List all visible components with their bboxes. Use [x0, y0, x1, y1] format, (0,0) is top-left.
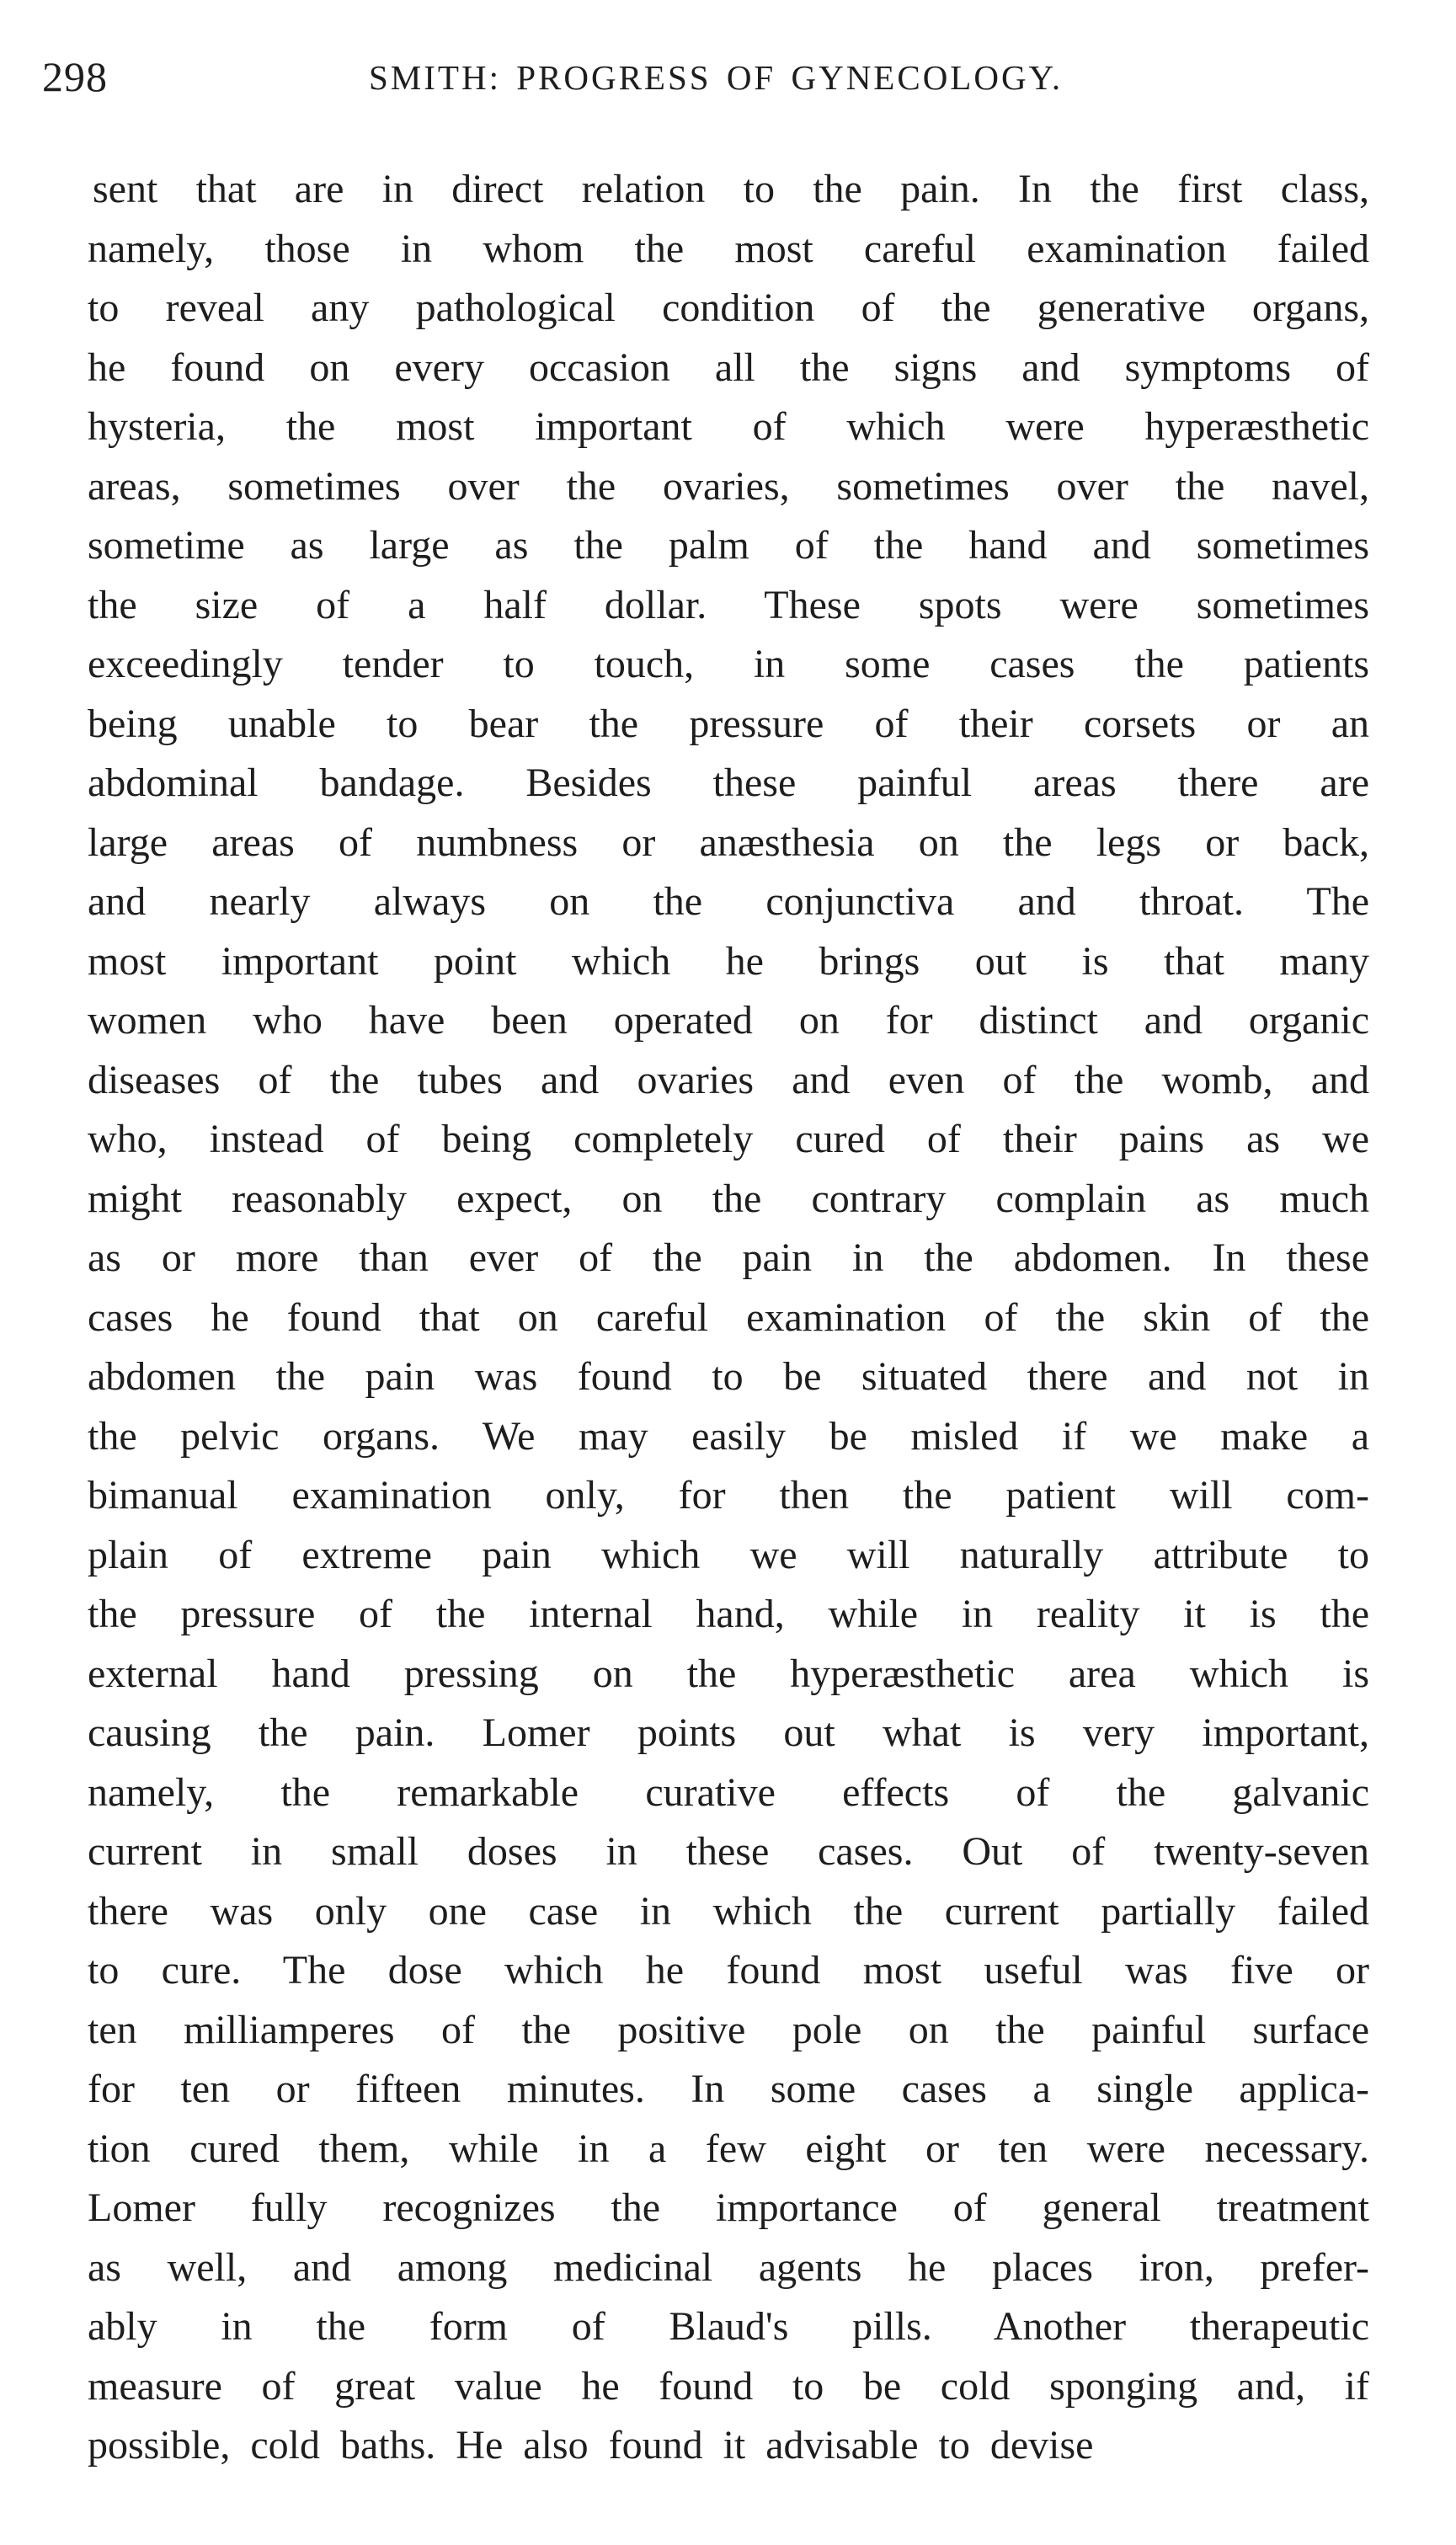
text-line: might reasonably expect, on the contrary complain as much	[88, 1176, 1369, 1221]
text-line: possible, cold baths. He also found it advisable to devise	[88, 2423, 1094, 2468]
text-line: women who have been operated on for distinct and organic	[88, 998, 1369, 1043]
text-line: the pressure of the internal hand, while in reality it is the	[88, 1592, 1369, 1636]
text-line: to cure. The dose which he found most useful was five or	[88, 1948, 1369, 1993]
text-line: namely, the remarkable curative effects of the galvanic	[88, 1769, 1369, 1815]
text-line: areas, sometimes over the ovaries, sometimes over the navel,	[88, 463, 1369, 509]
text-line: Lomer fully recognizes the importance of general treatment	[88, 2185, 1369, 2230]
text-line: to reveal any pathological condition of the generative organs,	[88, 285, 1369, 330]
page-number: 298	[42, 53, 108, 100]
text-line: being unable to bear the pressure of their corsets or an	[88, 701, 1369, 746]
text-line: sent that are in direct relation to the pain. In the first class,	[93, 167, 1369, 211]
text-line: sometime as large as the palm of the hand and sometimes	[88, 523, 1369, 568]
text-line: external hand pressing on the hyperæsthetic area which is	[88, 1651, 1369, 1696]
text-line: the pelvic organs. We may easily be misled if we make a	[88, 1413, 1369, 1459]
text-line: cases he found that on careful examination of the skin of the	[88, 1294, 1369, 1340]
text-line: bimanual examination only, for then the patient will com-	[88, 1473, 1369, 1518]
running-title: SMITH: PROGRESS OF GYNECOLOGY.	[369, 58, 1064, 97]
running-head	[42, 52, 1406, 111]
text-line: as or more than ever of the pain in the abdomen. In these	[88, 1235, 1369, 1280]
text-line: who, instead of being completely cured of their pains as we	[88, 1117, 1369, 1161]
text-line: namely, those in whom the most careful examination failed	[88, 226, 1369, 271]
text-line: the size of a half dollar. These spots were sometimes	[88, 582, 1369, 627]
text-line: measure of great value he found to be cold sponging and, if	[88, 2363, 1369, 2409]
text-line: plain of extreme pain which we will naturally attribute to	[88, 1532, 1369, 1577]
text-line: hysteria, the most important of which were hyperæsthetic	[88, 404, 1369, 449]
text-line: abdomen the pain was found to be situated there and not in	[88, 1354, 1369, 1399]
text-line: large areas of numbness or anæsthesia on the legs or back,	[88, 819, 1369, 865]
text-line: exceedingly tender to touch, in some cases the patients	[88, 642, 1369, 686]
text-line: for ten or fifteen minutes. In some cases a single applica-	[88, 2067, 1369, 2111]
text-line: tion cured them, while in a few eight or ten were necessary.	[88, 2126, 1369, 2171]
text-line: current in small doses in these cases. Out of twenty-seven	[88, 1829, 1369, 1874]
text-line: as well, and among medicinal agents he places iron, prefer-	[88, 2244, 1369, 2290]
body-text	[88, 160, 1369, 2476]
text-line: ably in the form of Blaud's pills. Another therapeutic	[88, 2304, 1369, 2349]
text-line: abdominal bandage. Besides these painful areas there are	[88, 760, 1369, 805]
text-line: there was only one case in which the current partially failed	[88, 1888, 1369, 1934]
text-line: causing the pain. Lomer points out what is very important,	[88, 1710, 1369, 1755]
text-line: and nearly always on the conjunctiva and throat. The	[88, 879, 1369, 924]
text-line: diseases of the tubes and ovaries and even of the womb, and	[88, 1057, 1369, 1102]
text-line: ten milliamperes of the positive pole on the painful surface	[88, 2007, 1369, 2052]
text-line: most important point which he brings out is that many	[88, 938, 1369, 984]
text-line: he found on every occasion all the signs and symptoms of	[88, 344, 1369, 390]
